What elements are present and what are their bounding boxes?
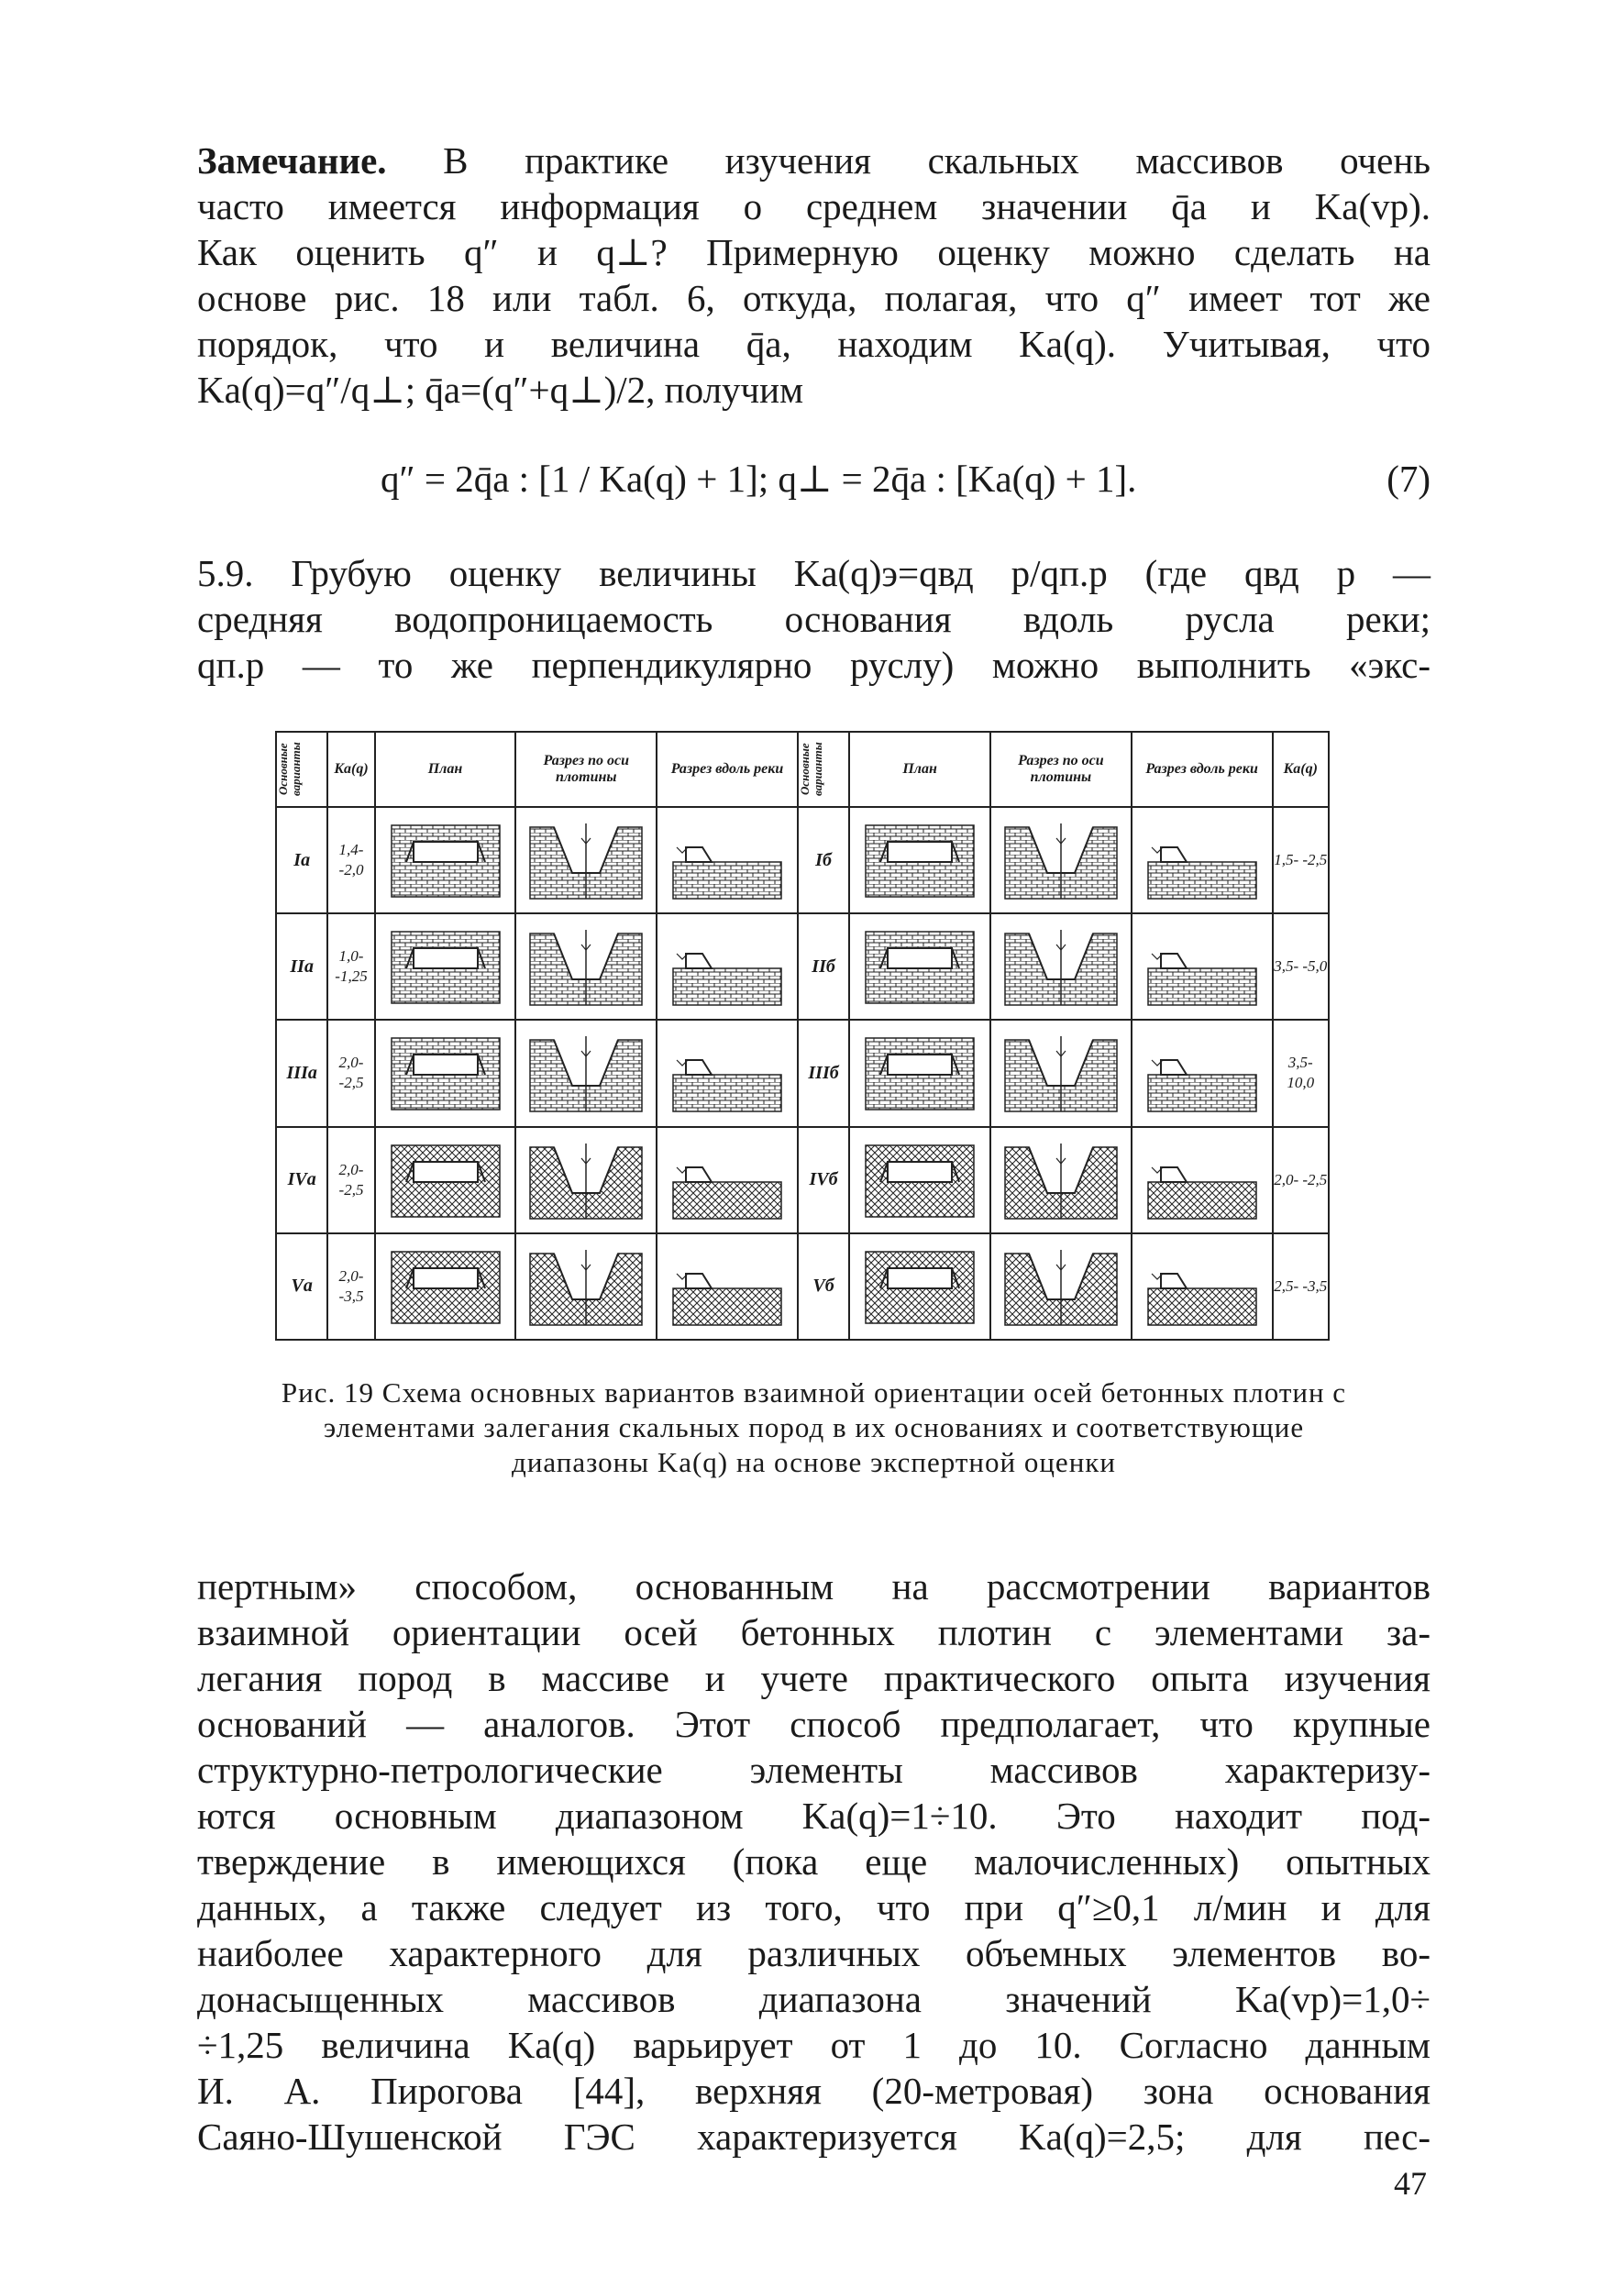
variant-label	[798, 913, 849, 1020]
plan-diagram	[386, 1031, 505, 1115]
section-continued	[197, 1563, 1431, 2160]
section-line: 5.9. Грубую оценку величины Kа(q)э=qвд р/qп.р (где qвд р —	[197, 552, 1431, 594]
k-range-text: 2,0- -2,5	[338, 1054, 364, 1092]
section-line: ÷1,25 величина Kа(q) варьирует от 1 до 10. Согласно данным	[197, 2024, 1431, 2066]
k-range	[327, 913, 374, 1020]
section-line: И. А. Пирогова [44], верхняя (20-метровая) зона основания	[197, 2070, 1431, 2112]
k-range	[327, 1020, 374, 1126]
plan-diagram	[386, 1138, 505, 1222]
header-plan: План	[849, 732, 990, 807]
section-line: тверждение в имеющихся (пока еще малочисленных) опытных	[197, 1840, 1431, 1883]
section-axis-cell	[990, 1020, 1132, 1126]
figure-caption: Рис. 19 Схема основных вариантов взаимной ориентации осей бетонных плотин с элементами залегания скальных пород в их основаниях и соответствующие диапазоны Kа(q) на основе экспертной оценки	[281, 1376, 1347, 1478]
section-line: структурно-петрологические элементы массивов характеризу-	[197, 1749, 1431, 1791]
section-axis-cell	[515, 1020, 657, 1126]
variant-label	[276, 807, 327, 913]
variant-label-text: Iа	[293, 849, 311, 870]
variant-label	[276, 913, 327, 1020]
section-axis-diagram	[1001, 924, 1121, 1009]
k-range-text: 1,5- -2,5	[1274, 851, 1328, 869]
remark-line: основе рис. 18 или табл. 6, откуда, полагая, что q″ имеет тот же	[197, 277, 1431, 319]
section-river-cell	[657, 1020, 798, 1126]
section-axis-cell	[990, 807, 1132, 913]
plan-diagram	[860, 818, 979, 902]
variant-label-text: Vа	[291, 1276, 313, 1297]
plan-cell	[849, 1127, 990, 1233]
figure-header-row	[276, 732, 1329, 807]
section-river-cell	[1132, 1020, 1273, 1126]
section-river-diagram	[1143, 1244, 1262, 1329]
k-range-text: 2,0- -2,5	[1274, 1170, 1328, 1188]
figure-row	[276, 913, 1329, 1020]
header-section-axis: Разрез по оси плотины	[990, 732, 1132, 807]
k-range	[1273, 807, 1330, 913]
k-range-text: 1,0- -1,25	[335, 947, 368, 986]
section-line: пертным» способом, основанным на рассмотрении вариантов	[197, 1565, 1431, 1608]
variant-label-text: IVа	[287, 1169, 316, 1190]
formula-expression: q″ = 2q̄а : [1 / Kа(q) + 1]; q⊥ = 2q̄а : [Kа(q) + 1].	[381, 458, 1137, 500]
variant-label-text: IVб	[809, 1169, 838, 1190]
plan-diagram	[386, 1244, 505, 1329]
section-axis-diagram	[526, 1031, 646, 1115]
variant-label-text: IIа	[290, 956, 314, 977]
section-axis-cell	[990, 1233, 1132, 1340]
section-line: легания пород в массиве и учете практического опыта изучения	[197, 1657, 1431, 1699]
header-section-river: Разрез вдоль реки	[657, 732, 798, 807]
header-section-axis: Разрез по оси плотины	[515, 732, 657, 807]
k-range-text: 2,0- -3,5	[338, 1266, 364, 1305]
section-axis-diagram	[526, 1244, 646, 1329]
section-river-cell	[1132, 913, 1273, 1020]
k-range	[327, 807, 374, 913]
remark-lead: Замечание.	[197, 139, 387, 182]
variant-label	[798, 1020, 849, 1126]
header-plan: План	[375, 732, 516, 807]
section-line: qп.р — то же перпендикулярно руслу) можно выполнить «экс-	[197, 644, 1431, 686]
plan-cell	[849, 1020, 990, 1126]
plan-diagram	[860, 1138, 979, 1222]
section-axis-cell	[515, 1233, 657, 1340]
plan-cell	[375, 913, 516, 1020]
plan-diagram	[860, 1244, 979, 1329]
section-axis-cell	[990, 913, 1132, 1020]
formula-number: (7)	[1386, 458, 1431, 500]
header-section-river: Разрез вдоль реки	[1132, 732, 1273, 807]
section-line: наиболее характерного для различных объемных элементов во-	[197, 1932, 1431, 1974]
variant-label	[276, 1233, 327, 1340]
formula-7	[197, 431, 1431, 532]
plan-cell	[849, 807, 990, 913]
section-axis-diagram	[1001, 818, 1121, 902]
section-river-cell	[1132, 1127, 1273, 1233]
section-axis-cell	[515, 807, 657, 913]
remark-line: В практике изучения скальных массивов очень	[386, 139, 1431, 182]
variant-label	[798, 1233, 849, 1340]
section-line: донасыщенных массивов диапазона значений Kа(vр)=1,0÷	[197, 1978, 1431, 2020]
k-range	[327, 1233, 374, 1340]
k-range-text: 2,5- -3,5	[1274, 1276, 1328, 1295]
remark-line: Kа(q)=q″/q⊥; q̄а=(q″+q⊥)/2, получим	[197, 369, 804, 411]
section-axis-diagram	[526, 818, 646, 902]
remark-line: порядок, что и величина q̄а, находим Kа(q). Учитывая, что	[197, 323, 1431, 365]
plan-cell	[849, 913, 990, 1020]
section-river-diagram	[668, 1138, 787, 1222]
section-river-diagram	[1143, 924, 1262, 1009]
variant-label-text: IIб	[812, 956, 835, 977]
section-line: данных, а также следует из того, что при q″≥0,1 л/мин и для	[197, 1886, 1431, 1928]
section-line: средняя водопроницаемость основания вдоль русла реки;	[197, 598, 1431, 640]
plan-diagram	[386, 924, 505, 1009]
k-range	[1273, 1233, 1330, 1340]
figure-table	[275, 731, 1330, 1341]
section-river-diagram	[668, 818, 787, 902]
section-axis-cell	[990, 1127, 1132, 1233]
section-axis-diagram	[526, 1138, 646, 1222]
figure-row	[276, 1127, 1329, 1233]
variant-label	[798, 807, 849, 913]
section-line: взаимной ориентации осей бетонных плотин с элементами за-	[197, 1611, 1431, 1653]
section-river-cell	[657, 1127, 798, 1233]
variant-label	[276, 1020, 327, 1126]
section-river-diagram	[668, 924, 787, 1009]
k-range-text: 3,5- -5,0	[1274, 957, 1328, 976]
plan-cell	[375, 807, 516, 913]
plan-cell	[849, 1233, 990, 1340]
section-river-cell	[1132, 1233, 1273, 1340]
k-range	[327, 1127, 374, 1233]
section-line: оснований — аналогов. Этот способ предполагает, что крупные	[197, 1703, 1431, 1745]
section-line: Саяно-Шушенской ГЭС характеризуется Kа(q)=2,5; для пес-	[197, 2116, 1431, 2158]
plan-diagram	[860, 1031, 979, 1115]
section-line: ются основным диапазоном Kа(q)=1÷10. Это находит под-	[197, 1795, 1431, 1837]
plan-cell	[375, 1020, 516, 1126]
section-5-9	[197, 550, 1431, 688]
section-axis-diagram	[1001, 1244, 1121, 1329]
figure-row	[276, 1020, 1329, 1126]
section-axis-diagram	[526, 924, 646, 1009]
k-range	[1273, 1020, 1330, 1126]
k-range	[1273, 913, 1330, 1020]
header-variants: Основные варианты	[798, 732, 849, 807]
section-river-diagram	[1143, 818, 1262, 902]
section-river-diagram	[1143, 1031, 1262, 1115]
section-river-cell	[657, 1233, 798, 1340]
plan-diagram	[386, 818, 505, 902]
section-axis-diagram	[1001, 1138, 1121, 1222]
figure-row	[276, 1233, 1329, 1340]
section-river-cell	[657, 913, 798, 1020]
section-river-cell	[1132, 807, 1273, 913]
header-variants: Основные варианты	[276, 732, 327, 807]
k-range-text: 2,0- -2,5	[338, 1160, 364, 1199]
variant-label-text: Iб	[815, 849, 832, 870]
remark-line: Как оценить q″ и q⊥? Примерную оценку можно сделать на	[197, 231, 1431, 273]
page-number: 47	[1394, 2165, 1427, 2202]
section-river-diagram	[668, 1244, 787, 1329]
remark-paragraph	[197, 138, 1431, 413]
plan-cell	[375, 1233, 516, 1340]
variant-label-text: Vб	[812, 1276, 834, 1297]
variant-label-text: IIIа	[286, 1062, 317, 1083]
section-axis-cell	[515, 1127, 657, 1233]
section-river-diagram	[1143, 1138, 1262, 1222]
remark-line: часто имеется информация о среднем значении q̄а и Kа(vр).	[197, 185, 1431, 227]
variant-label	[276, 1127, 327, 1233]
header-k: Kа(q)	[1273, 732, 1330, 807]
plan-cell	[375, 1127, 516, 1233]
variant-label-text: IIIб	[808, 1062, 839, 1083]
k-range	[1273, 1127, 1330, 1233]
k-range-text: 1,4- -2,0	[338, 841, 364, 879]
figure-19	[275, 731, 1330, 1341]
plan-diagram	[860, 924, 979, 1009]
section-axis-cell	[515, 913, 657, 1020]
header-k: Kа(q)	[327, 732, 374, 807]
k-range-text: 3,5- 10,0	[1287, 1054, 1315, 1092]
section-river-diagram	[668, 1031, 787, 1115]
variant-label	[798, 1127, 849, 1233]
section-river-cell	[657, 807, 798, 913]
figure-row	[276, 807, 1329, 913]
section-axis-diagram	[1001, 1031, 1121, 1115]
